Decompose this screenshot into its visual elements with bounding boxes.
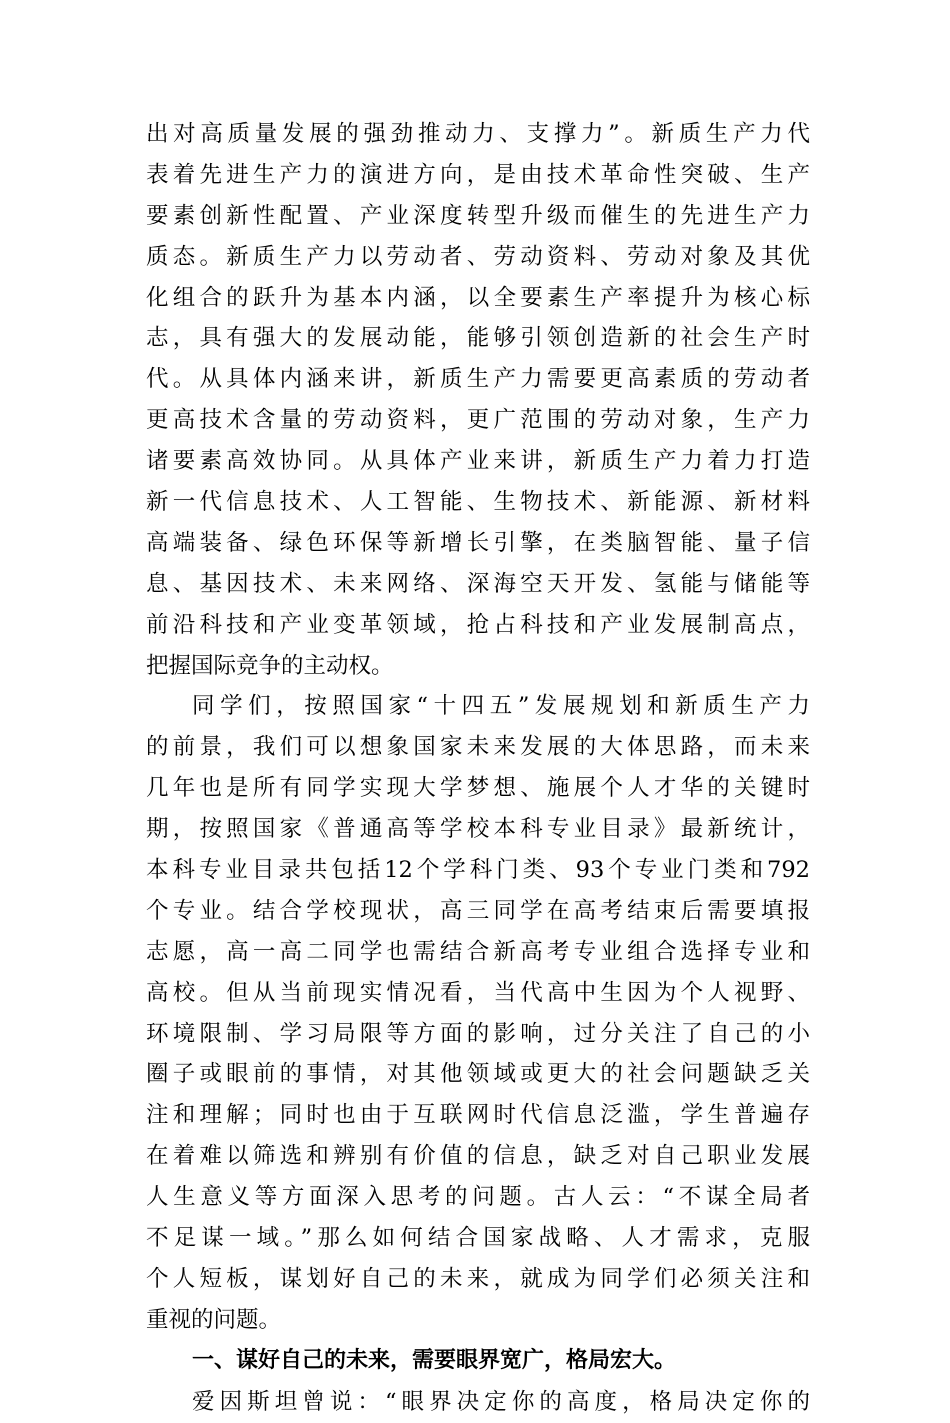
paragraph-first-line: 同学们，按照国家“十四五”发展规划和新质生产力 [192,693,810,720]
text-line: 新一代信息技术、人工智能、生物技术、新能源、新材料 [146,489,810,516]
text-line: 化组合的跃升为基本内涵，以全要素生产率提升为核心标 [146,284,810,311]
text-line: 表着先进生产力的演进方向，是由技术革命性突破、生产 [146,161,810,188]
text-line: 志，具有强大的发展动能，能够引领创造新的社会生产时 [146,325,810,352]
text-line: 诸要素高效协同。从具体产业来讲，新质生产力着力打造 [146,448,810,475]
paragraph-end-line: 重视的问题。 [146,1306,282,1333]
text-line: 更高技术含量的劳动资料，更广范围的劳动对象，生产力 [146,407,810,434]
text-line: 出对高质量发展的强劲推动力、支撑力”。新质生产力代 [146,121,810,147]
text-line: 个人短板，谋划好自己的未来，就成为同学们必须关注和 [146,1265,810,1292]
text-line: 不足谋一域。”那么如何结合国家战略、人才需求，克服 [146,1225,810,1252]
text-line: 前沿科技和产业变革领域，抢占科技和产业发展制高点， [146,611,810,638]
text-line: 几年也是所有同学实现大学梦想、施展个人才华的关键时 [146,775,810,802]
text-line: 质态。新质生产力以劳动者、劳动资料、劳动对象及其优 [146,243,810,270]
text-line: 高端装备、绿色环保等新增长引擎，在类脑智能、量子信 [146,529,810,556]
text-line: 在着难以筛选和辨别有价值的信息，缺乏对自己职业发展 [146,1143,810,1170]
text-line: 本科专业目录共包括12个学科门类、93个专业门类和792 [146,857,810,884]
text-line: 人生意义等方面深入思考的问题。古人云：“不谋全局者 [146,1184,810,1211]
text-line: 注和理解；同时也由于互联网时代信息泛滥，学生普遍存 [146,1102,810,1129]
paragraph-end-line: 把握国际竞争的主动权。 [146,652,394,679]
text-line: 期，按照国家《普通高等学校本科专业目录》最新统计， [146,816,810,843]
body-text [146,114,810,1423]
section-heading: 一、谋好自己的未来，需要眼界宽广，格局宏大。 [192,1347,677,1373]
text-line: 高校。但从当前现实情况看，当代高中生因为个人视野、 [146,979,810,1006]
text-line: 息、基因技术、未来网络、深海空天开发、氢能与储能等 [146,570,810,597]
text-line: 志愿，高一高二同学也需结合新高考专业组合选择专业和 [146,938,810,965]
text-line: 的前景，我们可以想象国家未来发展的大体思路，而未来 [146,734,810,761]
text-line: 代。从具体内涵来讲，新质生产力需要更高素质的劳动者 [146,366,810,393]
text-line: 环境限制、学习局限等方面的影响，过分关注了自己的小 [146,1020,810,1047]
text-line: 要素创新性配置、产业深度转型升级而催生的先进生产力 [146,202,810,229]
paragraph-first-line: 爱因斯坦曾说：“眼界决定你的高度，格局决定你的 [192,1388,810,1415]
text-line: 圈子或眼前的事情，对其他领域或更大的社会问题缺乏关 [146,1061,810,1088]
text-line: 个专业。结合学校现状，高三同学在高考结束后需要填报 [146,897,810,924]
